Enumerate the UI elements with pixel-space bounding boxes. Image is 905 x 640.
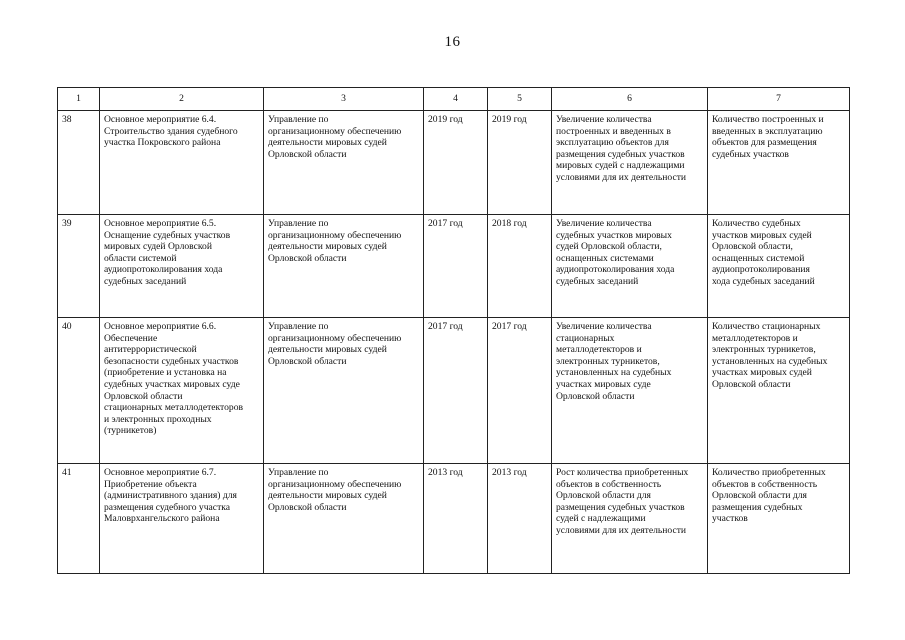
table-row xyxy=(58,318,850,464)
result-cell: Рост количества приобретенных объектов в собственность Орловской области для размещения судебных участков судей с надлежащими условиями для их деятельности xyxy=(552,464,708,574)
column-header: 7 xyxy=(708,88,850,111)
executor-cell: Управление по организационному обеспечению деятельности мировых судей Орловской области xyxy=(264,215,424,318)
event-cell: Основное мероприятие 6.6. Обеспечение антитеррористической безопасности судебных участков (приобретение и установка на судебных участках мировых суде Орловской области стационарных металлодетекторов и электронных проходных (турникетов) xyxy=(100,318,264,464)
end-year-cell: 2019 год xyxy=(488,111,552,215)
event-cell: Основное мероприятие 6.5. Оснащение судебных участков мировых судей Орловской области системой аудиопротоколирования хода судебных заседаний xyxy=(100,215,264,318)
indicator-cell: Количество стационарных металлодетекторов и электронных турникетов, установленных на судебных участках мировых судей Орловской области xyxy=(708,318,850,464)
row-number: 39 xyxy=(58,215,100,318)
start-year-cell: 2019 год xyxy=(424,111,488,215)
result-cell: Увеличение количества стационарных металлодетекторов и электронных турникетов, установленных на судебных участках мировых суде Орловской области xyxy=(552,318,708,464)
column-header: 1 xyxy=(58,88,100,111)
end-year-cell: 2018 год xyxy=(488,215,552,318)
column-header: 6 xyxy=(552,88,708,111)
event-cell: Основное мероприятие 6.7. Приобретение объекта (административного здания) для размещения судебного участка Маловрхангельского района xyxy=(100,464,264,574)
row-number: 38 xyxy=(58,111,100,215)
header-row xyxy=(58,88,850,111)
column-header: 4 xyxy=(424,88,488,111)
column-header: 3 xyxy=(264,88,424,111)
row-number: 40 xyxy=(58,318,100,464)
table-row xyxy=(58,215,850,318)
table-row xyxy=(58,111,850,215)
end-year-cell: 2017 год xyxy=(488,318,552,464)
start-year-cell: 2017 год xyxy=(424,318,488,464)
start-year-cell: 2013 год xyxy=(424,464,488,574)
result-cell: Увеличение количества построенных и введенных в эксплуатацию объектов для размещения судебных участков мировых судей с надлежащими условиями для их деятельности xyxy=(552,111,708,215)
result-cell: Увеличение количества судебных участков мировых судей Орловской области, оснащенных системами аудиопротоколирования хода судебных заседаний xyxy=(552,215,708,318)
executor-cell: Управление по организационному обеспечению деятельности мировых судей Орловской области xyxy=(264,318,424,464)
table-row xyxy=(58,464,850,574)
row-number: 41 xyxy=(58,464,100,574)
page-number: 16 xyxy=(444,34,461,50)
start-year-cell: 2017 год xyxy=(424,215,488,318)
column-header: 5 xyxy=(488,88,552,111)
column-header: 2 xyxy=(100,88,264,111)
indicator-cell: Количество судебных участков мировых судей Орловской области, оснащенных системой аудиопротоколирования хода судебных заседаний xyxy=(708,215,850,318)
indicator-cell: Количество построенных и введенных в эксплуатацию объектов для размещения судебных участков xyxy=(708,111,850,215)
program-measures-table xyxy=(57,87,850,574)
executor-cell: Управление по организационному обеспечению деятельности мировых судей Орловской области xyxy=(264,464,424,574)
end-year-cell: 2013 год xyxy=(488,464,552,574)
executor-cell: Управление по организационному обеспечению деятельности мировых судей Орловской области xyxy=(264,111,424,215)
event-cell: Основное мероприятие 6.4. Строительство здания судебного участка Покровского района xyxy=(100,111,264,215)
indicator-cell: Количество приобретенных объектов в собственность Орловской области для размещения судебных участков xyxy=(708,464,850,574)
